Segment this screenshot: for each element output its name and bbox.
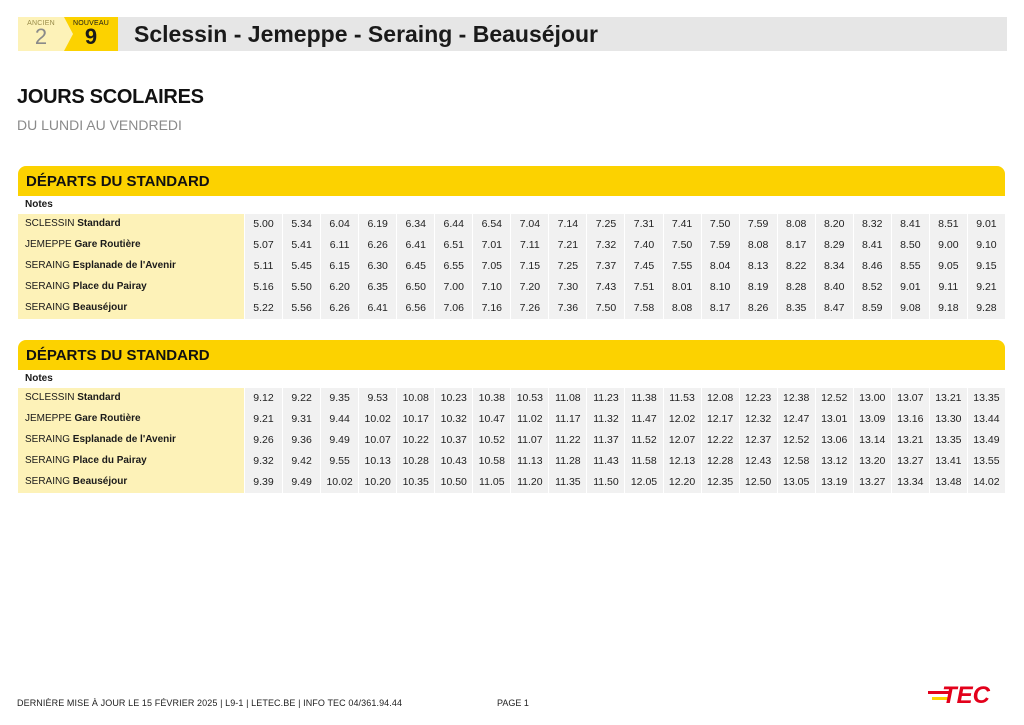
departure-time: 7.36 [549,298,586,319]
departure-time: 12.58 [778,451,815,472]
departure-time: 12.37 [740,430,777,451]
departure-time: 8.29 [816,235,853,256]
departure-time: 7.10 [473,277,510,298]
departure-time: 11.58 [625,451,662,472]
departure-time: 12.07 [664,430,701,451]
departure-time: 11.43 [587,451,624,472]
departure-time: 8.40 [816,277,853,298]
stop-name [18,472,244,493]
departure-time: 9.08 [892,298,929,319]
stop-locality: SERAING [25,281,71,293]
departure-time: 8.28 [778,277,815,298]
departure-time: 9.21 [245,409,282,430]
departure-time: 6.35 [359,277,396,298]
time-cells [244,256,1005,277]
departure-time: 9.49 [321,430,358,451]
logo-text: TEC [942,682,990,709]
departure-time: 7.01 [473,235,510,256]
departure-time: 10.07 [359,430,396,451]
departure-time: 10.53 [511,388,548,409]
departure-time: 7.50 [664,235,701,256]
departure-time: 9.32 [245,451,282,472]
departure-time: 9.11 [930,277,967,298]
departure-time: 8.46 [854,256,891,277]
stop-label: Esplanade de l'Avenir [72,434,176,446]
departure-time: 10.52 [473,430,510,451]
departure-time: 7.31 [625,214,662,235]
departure-time: 9.36 [283,430,320,451]
departure-time: 8.52 [854,277,891,298]
table-row [18,298,1005,319]
stop-locality: JEMEPPE [25,413,72,425]
departure-time: 6.41 [397,235,434,256]
departure-time: 6.54 [473,214,510,235]
departure-time: 7.21 [549,235,586,256]
departure-time: 9.26 [245,430,282,451]
departure-time: 6.50 [397,277,434,298]
stop-label: Place du Pairay [72,455,147,467]
departure-time: 9.31 [283,409,320,430]
departure-time: 12.20 [664,472,701,493]
table-row [18,256,1005,277]
stop-label: Standard [77,392,121,403]
departure-time: 6.30 [359,256,396,277]
departure-time: 10.50 [435,472,472,493]
old-line-number: 2 [34,24,48,49]
schedule-days: DU LUNDI AU VENDREDI [17,117,182,133]
departure-time: 6.19 [359,214,396,235]
stop-label: Place du Pairay [72,281,147,293]
table-row [18,388,1005,409]
departure-time: 8.32 [854,214,891,235]
table-row [18,451,1005,472]
departure-time: 8.20 [816,214,853,235]
departure-time: 13.49 [968,430,1005,451]
departure-time: 5.56 [283,298,320,319]
departure-time: 7.40 [625,235,662,256]
table-row [18,430,1005,451]
departure-time: 13.21 [930,388,967,409]
departure-time: 7.04 [511,214,548,235]
departure-time: 12.13 [664,451,701,472]
departure-time: 10.02 [321,472,358,493]
departure-time: 11.23 [587,388,624,409]
departure-time: 6.26 [359,235,396,256]
departure-time: 8.19 [740,277,777,298]
stop-locality: SERAING [25,455,71,467]
departure-time: 8.17 [778,235,815,256]
departure-time: 12.35 [702,472,739,493]
departure-time: 9.10 [968,235,1005,256]
departure-time: 6.26 [321,298,358,319]
departure-time: 6.56 [397,298,434,319]
departure-time: 8.22 [778,256,815,277]
departure-time: 8.08 [778,214,815,235]
departure-time: 8.04 [702,256,739,277]
time-cells [244,277,1005,298]
timetable-rows [18,214,1005,319]
departure-time: 8.55 [892,256,929,277]
departure-time: 7.58 [625,298,662,319]
departure-time: 13.14 [854,430,891,451]
departure-time: 11.13 [511,451,548,472]
stop-label: Gare Routière [74,239,141,251]
departure-time: 9.44 [321,409,358,430]
departure-time: 8.41 [892,214,929,235]
stop-name [18,214,244,235]
stop-name [18,430,244,451]
departure-time: 9.53 [359,388,396,409]
stop-locality: SERAING [25,434,71,446]
departure-time: 14.02 [968,472,1005,493]
departure-time: 13.01 [816,409,853,430]
departure-time: 7.45 [625,256,662,277]
departure-time: 5.41 [283,235,320,256]
departure-time: 9.55 [321,451,358,472]
stop-name [18,409,244,430]
stop-locality: SCLESSIN [25,392,75,403]
departure-time: 5.11 [245,256,282,277]
departure-time: 8.35 [778,298,815,319]
departure-time: 7.20 [511,277,548,298]
page-number: PAGE 1 [497,698,529,708]
departure-time: 7.55 [664,256,701,277]
departure-time: 5.22 [245,298,282,319]
route-title: Sclessin - Jemeppe - Seraing - Beauséjour [134,20,598,47]
departure-time: 13.09 [854,409,891,430]
departure-time: 13.00 [854,388,891,409]
table-row [18,472,1005,493]
stop-locality: JEMEPPE [25,239,72,251]
departure-time: 5.00 [245,214,282,235]
stop-label: Gare Routière [74,413,141,425]
departure-time: 11.28 [549,451,586,472]
departure-time: 9.01 [892,277,929,298]
departure-time: 7.50 [702,214,739,235]
timetable-rows [18,388,1005,493]
old-line-badge [18,17,64,51]
departure-time: 8.08 [740,235,777,256]
departure-time: 12.23 [740,388,777,409]
stop-name [18,298,244,319]
departure-time: 13.44 [968,409,1005,430]
departure-time: 7.25 [549,256,586,277]
departure-time: 8.17 [702,298,739,319]
departure-time: 7.06 [435,298,472,319]
departure-time: 7.51 [625,277,662,298]
stop-name [18,256,244,277]
departure-time: 11.52 [625,430,662,451]
departure-time: 9.42 [283,451,320,472]
timetable-title: DÉPARTS DU STANDARD [18,166,1005,196]
departure-time: 6.11 [321,235,358,256]
departure-time: 13.41 [930,451,967,472]
notes-label: Notes [25,373,53,384]
departure-time: 11.47 [625,409,662,430]
route-header [18,17,1007,51]
stop-label: Standard [77,218,121,229]
departure-time: 10.43 [435,451,472,472]
departure-time: 13.34 [892,472,929,493]
departure-time: 10.35 [397,472,434,493]
schedule-heading: JOURS SCOLAIRES [17,86,204,108]
departure-time: 12.22 [702,430,739,451]
departure-time: 7.16 [473,298,510,319]
departure-time: 9.28 [968,298,1005,319]
departure-time: 13.21 [892,430,929,451]
new-line-number: 9 [84,24,98,49]
departure-time: 13.19 [816,472,853,493]
departure-time: 7.26 [511,298,548,319]
departure-time: 12.02 [664,409,701,430]
departure-time: 11.37 [587,430,624,451]
departure-time: 13.48 [930,472,967,493]
time-cells [244,235,1005,256]
departure-time: 13.27 [892,451,929,472]
old-line-caption: ANCIEN [27,20,55,27]
departure-time: 11.02 [511,409,548,430]
departure-time: 6.20 [321,277,358,298]
stop-name [18,277,244,298]
departure-time: 13.12 [816,451,853,472]
departure-time: 9.05 [930,256,967,277]
departure-time: 12.47 [778,409,815,430]
stop-locality: SERAING [25,260,71,272]
departure-time: 9.01 [968,214,1005,235]
stop-label: Beauséjour [72,302,128,314]
departure-time: 13.30 [930,409,967,430]
departure-time: 11.17 [549,409,586,430]
departure-time: 12.17 [702,409,739,430]
departure-time: 12.50 [740,472,777,493]
departure-time: 13.55 [968,451,1005,472]
departure-time: 7.14 [549,214,586,235]
footer-info: DERNIÈRE MISE À JOUR LE 15 FÉVRIER 2025 | L9-1 | LETEC.BE | INFO TEC 04/361.94.44 [17,698,403,708]
departure-time: 11.38 [625,388,662,409]
departure-time: 8.13 [740,256,777,277]
departure-time: 11.07 [511,430,548,451]
departure-time: 11.53 [664,388,701,409]
time-cells [244,214,1005,235]
departure-time: 10.23 [435,388,472,409]
departure-time: 9.00 [930,235,967,256]
departure-time: 9.12 [245,388,282,409]
departure-time: 10.22 [397,430,434,451]
departure-time: 12.28 [702,451,739,472]
departure-time: 11.35 [549,472,586,493]
departure-time: 5.07 [245,235,282,256]
time-cells [244,388,1005,409]
notes-label: Notes [25,199,53,210]
departure-time: 9.15 [968,256,1005,277]
departure-time: 12.43 [740,451,777,472]
time-cells [244,472,1005,493]
stop-locality: SERAING [25,476,71,488]
departure-time: 8.08 [664,298,701,319]
departure-time: 7.37 [587,256,624,277]
departure-time: 6.44 [435,214,472,235]
new-line-caption: NOUVEAU [72,20,110,27]
stop-name [18,388,244,409]
departure-time: 7.32 [587,235,624,256]
departure-time: 10.38 [473,388,510,409]
departure-time: 10.47 [473,409,510,430]
departure-time: 7.43 [587,277,624,298]
departure-time: 9.18 [930,298,967,319]
departure-time: 11.32 [587,409,624,430]
time-cells [244,409,1005,430]
stop-locality: SERAING [25,302,71,314]
stop-label: Esplanade de l'Avenir [72,260,176,272]
departure-time: 6.34 [397,214,434,235]
departure-time: 12.05 [625,472,662,493]
stop-label: Beauséjour [72,476,128,488]
departure-time: 8.47 [816,298,853,319]
departure-time: 13.27 [854,472,891,493]
departure-time: 7.11 [511,235,548,256]
departure-time: 6.45 [397,256,434,277]
departure-time: 6.51 [435,235,472,256]
departure-time: 12.52 [816,388,853,409]
departure-time: 11.05 [473,472,510,493]
timetable-block-1 [18,166,1005,319]
time-cells [244,298,1005,319]
departure-time: 9.39 [245,472,282,493]
departure-time: 8.41 [854,235,891,256]
tec-logo [928,679,1008,709]
departure-time: 11.22 [549,430,586,451]
departure-time: 8.50 [892,235,929,256]
departure-time: 9.21 [968,277,1005,298]
departure-time: 8.10 [702,277,739,298]
departure-time: 5.45 [283,256,320,277]
departure-time: 10.28 [397,451,434,472]
departure-time: 11.50 [587,472,624,493]
departure-time: 5.34 [283,214,320,235]
table-row [18,277,1005,298]
departure-time: 9.49 [283,472,320,493]
departure-time: 7.59 [702,235,739,256]
departure-time: 6.04 [321,214,358,235]
departure-time: 13.20 [854,451,891,472]
departure-time: 8.59 [854,298,891,319]
departure-time: 6.15 [321,256,358,277]
stop-name [18,451,244,472]
departure-time: 8.26 [740,298,777,319]
table-row [18,214,1005,235]
departure-time: 5.16 [245,277,282,298]
timetable-block-2 [18,340,1005,493]
departure-time: 10.32 [435,409,472,430]
departure-time: 10.13 [359,451,396,472]
departure-time: 13.35 [930,430,967,451]
departure-time: 7.25 [587,214,624,235]
departure-time: 6.55 [435,256,472,277]
departure-time: 7.30 [549,277,586,298]
stop-name [18,235,244,256]
departure-time: 8.34 [816,256,853,277]
departure-time: 11.08 [549,388,586,409]
time-cells [244,430,1005,451]
departure-time: 7.15 [511,256,548,277]
departure-time: 7.41 [664,214,701,235]
departure-time: 7.00 [435,277,472,298]
table-row [18,235,1005,256]
departure-time: 10.20 [359,472,396,493]
departure-time: 8.51 [930,214,967,235]
departure-time: 7.05 [473,256,510,277]
departure-time: 7.59 [740,214,777,235]
departure-time: 10.58 [473,451,510,472]
departure-time: 12.08 [702,388,739,409]
departure-time: 5.50 [283,277,320,298]
new-line-badge [64,17,118,51]
departure-time: 9.35 [321,388,358,409]
departure-time: 13.07 [892,388,929,409]
timetable-title: DÉPARTS DU STANDARD [18,340,1005,370]
departure-time: 13.05 [778,472,815,493]
departure-time: 12.52 [778,430,815,451]
departure-time: 10.02 [359,409,396,430]
departure-time: 12.32 [740,409,777,430]
departure-time: 13.16 [892,409,929,430]
departure-time: 7.50 [587,298,624,319]
departure-time: 10.17 [397,409,434,430]
departure-time: 10.08 [397,388,434,409]
departure-time: 13.35 [968,388,1005,409]
table-row [18,409,1005,430]
departure-time: 13.06 [816,430,853,451]
departure-time: 8.01 [664,277,701,298]
departure-time: 11.20 [511,472,548,493]
departure-time: 10.37 [435,430,472,451]
departure-time: 12.38 [778,388,815,409]
time-cells [244,451,1005,472]
stop-locality: SCLESSIN [25,218,75,229]
departure-time: 6.41 [359,298,396,319]
departure-time: 9.22 [283,388,320,409]
